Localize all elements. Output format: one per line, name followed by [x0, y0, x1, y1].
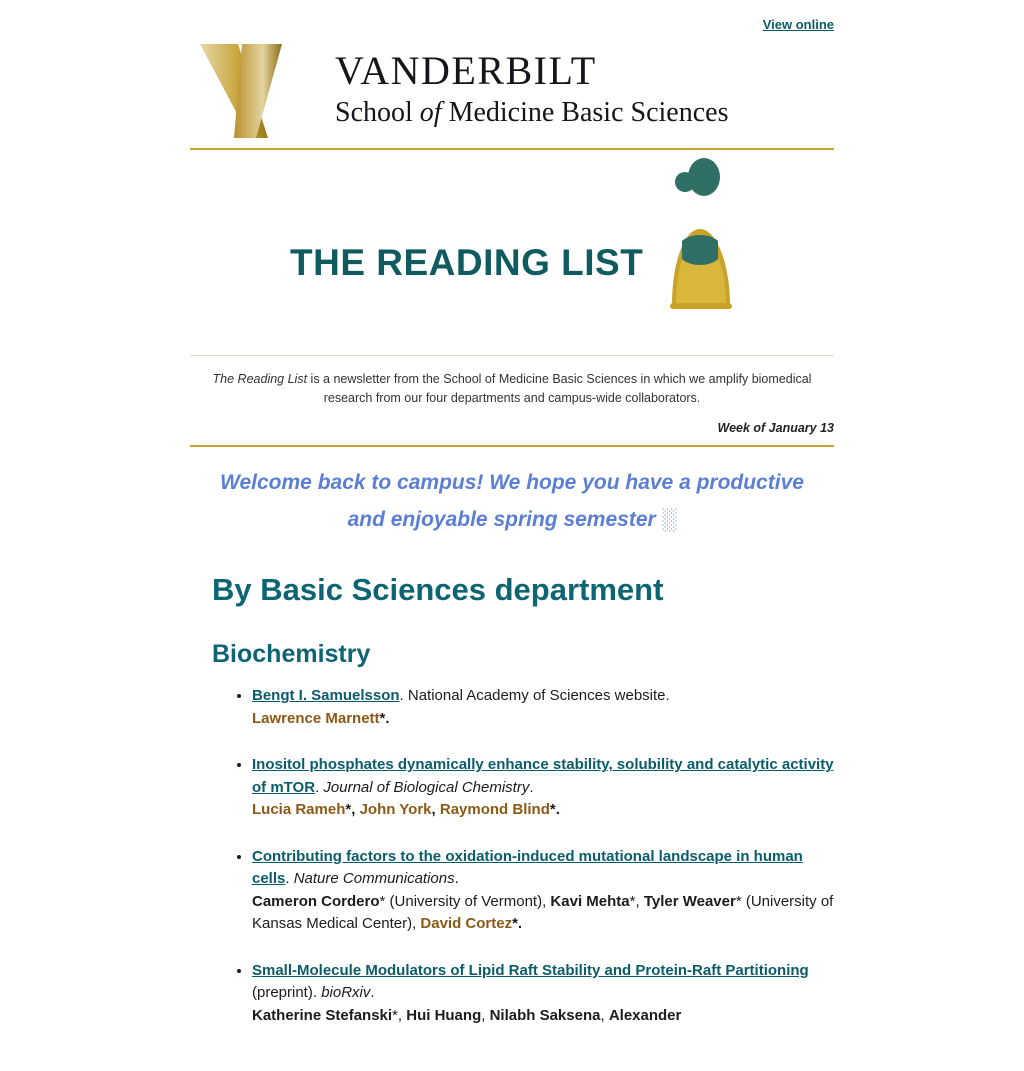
author-suffix: *. [549, 801, 560, 819]
intro-rest: is a newsletter from the School of Medicine Basic Sciences in which we amplify biomedical research from our four departments and campus-wide collaborators. [307, 372, 812, 406]
issue-week: Week of January 13 [190, 421, 834, 447]
author-name: Hui Huang [406, 1006, 482, 1024]
author-suffix: , [481, 1006, 490, 1024]
author-name: Tyler Weaver [643, 892, 736, 910]
publication-title-link[interactable]: Bengt I. Samuelsson [252, 687, 400, 705]
list-item [252, 754, 834, 822]
view-online-link[interactable]: View online [762, 17, 834, 32]
publication-source-pre: . [285, 870, 294, 888]
author-suffix: *, [629, 892, 644, 910]
department-heading: Biochemistry [212, 640, 371, 669]
author-suffix: * (University of Kansas Medical Center), [252, 892, 834, 933]
publication-title-link[interactable]: Inositol phosphates dynamically enhance stability, solubility and catalytic activity of mTOR [252, 756, 834, 796]
brand-text [335, 48, 835, 130]
author-suffix: *. [379, 709, 390, 727]
author-name: David Cortez [420, 915, 513, 933]
list-item [252, 846, 834, 936]
author-suffix: *. [512, 915, 523, 933]
author-name: Raymond Blind [439, 801, 550, 819]
welcome-message: Welcome back to campus! We hope you have a productive and enjoyable spring semester ░ [220, 470, 804, 531]
publication-source-post: . [529, 778, 534, 796]
publication-source: . National Academy of Sciences website. [399, 687, 670, 705]
brand-sub-post: Medicine Basic Sciences [448, 97, 729, 128]
brand-subtitle [335, 96, 835, 130]
site-header [190, 42, 834, 150]
publication-title-link[interactable]: Contributing factors to the oxidation-induced mutational landscape in human cells [252, 847, 803, 888]
intro-italic-lead: The Reading List [212, 372, 308, 386]
author-name: Kavi Mehta [550, 892, 630, 910]
author-name: Nilabh Saksena [489, 1006, 601, 1024]
journal-name: bioRxiv [321, 984, 371, 1002]
vanderbilt-v-logo-icon [190, 42, 335, 150]
author-suffix: , [431, 801, 440, 819]
publication-source-post: . [370, 984, 375, 1002]
author-name: Alexander [608, 1006, 682, 1024]
journal-name: Nature Communications [293, 870, 455, 888]
publication-source-pre: (preprint). [252, 984, 322, 1002]
list-item [252, 685, 834, 730]
author-name: Lucia Rameh [252, 801, 346, 819]
author-suffix: * (University of Vermont), [379, 892, 551, 910]
author-suffix: *, [345, 801, 360, 819]
reading-list-banner [190, 150, 834, 356]
publication-list [190, 685, 834, 1027]
banner-title: THE READING LIST [290, 242, 644, 283]
author-name: Cameron Cordero [252, 892, 380, 910]
author-suffix: , [600, 1006, 609, 1024]
view-online-row [190, 0, 834, 34]
publication-title-link[interactable]: Small-Molecule Modulators of Lipid Raft Stability and Protein-Raft Partitioning [252, 961, 809, 979]
publication-source-post: . [454, 870, 459, 888]
author-suffix: *, [392, 1006, 407, 1024]
publication-source-pre: . [315, 778, 324, 796]
brand-sub-pre: School [335, 97, 413, 128]
brand-sub-of: of [419, 97, 442, 128]
reading-person-icon [652, 155, 747, 310]
journal-name: Journal of Biological Chemistry [323, 778, 530, 796]
newsletter-intro [212, 370, 812, 409]
list-item [252, 960, 834, 1028]
author-name: John York [359, 801, 432, 819]
page-title: By Basic Sciences department [212, 572, 664, 608]
main-content [190, 572, 834, 1071]
brand-vanderbilt: VANDERBILT [335, 48, 597, 93]
author-name: Lawrence Marnett [252, 709, 380, 727]
author-name: Katherine Stefanski [252, 1006, 393, 1024]
